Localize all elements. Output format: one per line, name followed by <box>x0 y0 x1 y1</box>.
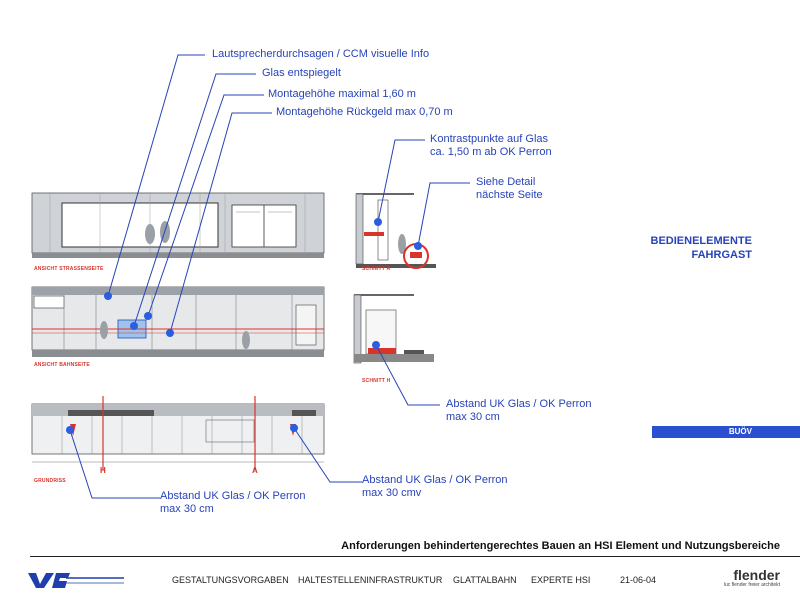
floor-plan <box>32 396 324 470</box>
footer-item-2: HALTESTELLENINFRASTRUKTUR <box>298 575 443 585</box>
annotation-detail-2: nächste Seite <box>476 189 543 201</box>
section-h <box>354 295 434 363</box>
annotation-gap-right-2: max 30 cm <box>446 411 500 423</box>
footer-item-1: GESTALTUNGSVORGABEN <box>172 575 289 585</box>
side-title <box>651 234 752 262</box>
flender-logo-text: flender <box>733 567 780 583</box>
street-elevation <box>32 193 324 258</box>
footer-date: 21-06-04 <box>620 575 657 585</box>
annotation-contrast-2: ca. 1,50 m ab OK Perron <box>430 146 552 158</box>
label-street-view: ANSICHT STRASSENSEITE <box>34 266 104 272</box>
flender-logo <box>724 568 780 588</box>
side-title-line-1: BEDIENELEMENTE <box>650 235 752 247</box>
annotation-speaker: Lautsprecherdurchsagen / CCM visuelle Info <box>212 48 430 60</box>
section-mark-a: A <box>252 466 258 475</box>
annotation-gap-left-1: Abstand UK Glas / OK Perron <box>160 490 306 502</box>
annotation-mount-back: Montagehöhe Rückgeld max 0,70 m <box>276 106 453 118</box>
label-section-a: SCHNITT A <box>362 266 391 272</box>
flender-logo-subtext: luc flender freier architekt <box>723 582 780 588</box>
footer-title: Anforderungen behindertengerechtes Bauen an HSI Element und Nutzungsbereiche <box>341 540 780 552</box>
label-section-h: SCHNITT H <box>362 378 391 384</box>
footer-item-4: EXPERTE HSI <box>531 575 591 585</box>
annotation-gap-mid-1: Abstand UK Glas / OK Perron <box>362 474 508 486</box>
annotation-glass: Glas entspiegelt <box>262 67 341 79</box>
annotation-mount-height: Montagehöhe maximal 1,60 m <box>268 88 416 100</box>
annotation-detail-1: Siehe Detail <box>476 176 536 188</box>
section-a <box>356 194 436 268</box>
label-plan-view: GRUNDRISS <box>34 478 66 484</box>
section-bar <box>652 426 800 438</box>
section-bar-label: BUÖV <box>728 427 752 436</box>
side-title-line-2: FAHRGAST <box>691 249 752 261</box>
section-mark-h: H <box>100 466 106 475</box>
label-track-view: ANSICHT BAHNSEITE <box>34 362 90 368</box>
vbg-logo <box>26 570 126 590</box>
annotation-gap-left-2: max 30 cm <box>160 503 214 515</box>
annotation-gap-right-1: Abstand UK Glas / OK Perron <box>446 398 592 410</box>
footer-item-3: GLATTALBAHN <box>453 575 517 585</box>
footer-divider <box>30 556 800 557</box>
annotation-gap-mid-2: max 30 cmv <box>362 487 422 499</box>
track-elevation <box>32 287 324 357</box>
annotation-contrast-1: Kontrastpunkte auf Glas <box>430 133 549 145</box>
